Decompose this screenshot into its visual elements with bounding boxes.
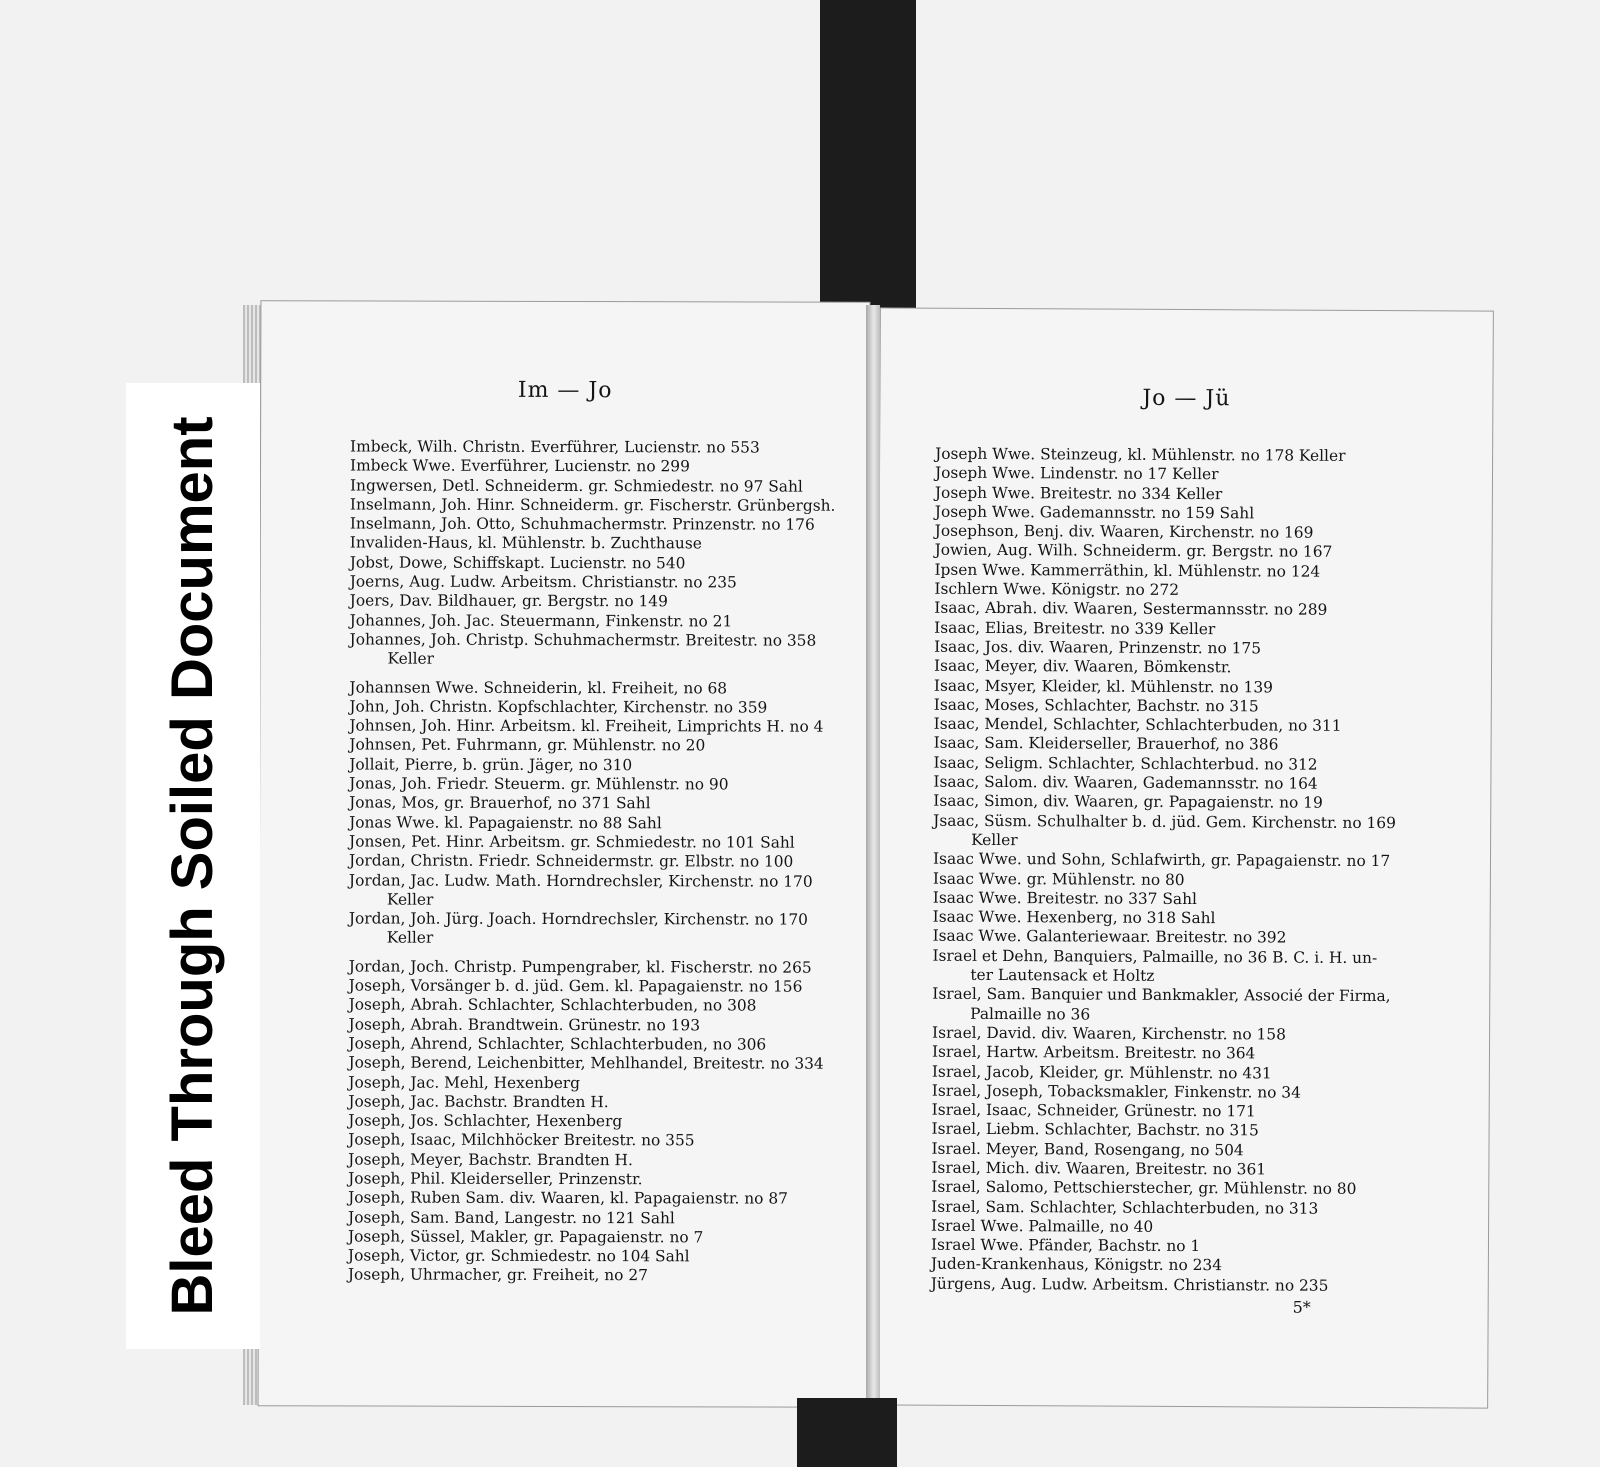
directory-entry: Jonas, Mos, gr. Brauerhof, no 371 Sahl [349,793,651,813]
directory-entry: Israel et Dehn, Banquiers, Palmaille, no 36 B. C. i. H. un- [932,946,1378,967]
document-label: Bleed Through Soiled Document [160,416,225,1316]
directory-entry: Jordan, Christn. Friedr. Schneidermstr. gr. Elbstr. no 100 [348,851,794,871]
directory-entry: Johnsen, Pet. Fuhrmann, gr. Mühlenstr. no 20 [349,735,706,755]
directory-entry: Israel, Jacob, Kleider, gr. Mühlenstr. no 431 [931,1062,1272,1082]
directory-entry: Joseph Wwe. Gademannsstr. no 159 Sahl [934,502,1255,523]
directory-entry: Isaac, Simon, div. Waaren, gr. Papagaienstr. no 19 [933,792,1323,813]
directory-entry: Isaac, Mendel, Schlachter, Schlachterbuden, no 311 [933,714,1342,735]
directory-entry-continuation: Keller [971,830,1018,850]
directory-entry: Isaac, Msyer, Kleider, kl. Mühlenstr. no 139 [933,676,1273,697]
binding-strap-top [820,0,916,330]
directory-entry: Isaac Wwe. und Sohn, Schlafwirth, gr. Papagaienstr. no 17 [932,849,1391,871]
directory-entry: Jonas Wwe. kl. Papagaienstr. no 88 Sahl [349,813,662,832]
directory-entry: Joseph, Sam. Band, Langestr. no 121 Sahl [348,1208,675,1227]
directory-entry: Isaac Wwe. Hexenberg, no 318 Sahl [932,907,1216,928]
directory-entry: Joseph, Uhrmacher, gr. Freiheit, no 27 [347,1265,648,1285]
directory-entry: Joseph, Ahrend, Schlachter, Schlachterbuden, no 306 [348,1034,767,1054]
directory-entry: Imbeck, Wilh. Christn. Everführer, Lucienstr. no 553 [350,437,760,457]
directory-entry: Inselmann, Joh. Hinr. Schneiderm. gr. Fischerstr. Grünbergsh. [349,495,836,515]
directory-entry-continuation: Palmaille no 36 [970,1004,1091,1024]
left-page [259,301,870,1407]
directory-entry: Juden-Krankenhaus, Königstr. no 234 [930,1255,1223,1275]
right-page [875,308,1493,1407]
directory-entry: Jonas, Joh. Friedr. Steuerm. gr. Mühlenstr. no 90 [349,774,729,794]
directory-entry: Invaliden-Haus, kl. Mühlenstr. b. Zuchthause [349,533,702,553]
directory-entry: Joseph, Vorsänger b. d. jüd. Gem. kl. Papagaienstr. no 156 [348,976,803,996]
directory-entry: Isaac, Seligm. Schlachter, Schlachterbud. no 312 [933,753,1318,774]
directory-entry: Isaac Wwe. gr. Mühlenstr. no 80 [932,869,1185,889]
directory-entry: Joseph, Jac. Bachstr. Brandten H. [348,1092,609,1111]
directory-entry: Joseph Wwe. Steinzeug, kl. Mühlenstr. no 178 Keller [935,444,1346,465]
directory-entry: Johannes, Joh. Jac. Steuermann, Finkenstr. no 21 [349,611,733,631]
directory-entry-continuation: Keller [386,890,434,909]
directory-entry: Joseph, Abrah. Brandtwein. Grünestr. no 193 [348,1015,701,1034]
directory-entry: Jowien, Aug. Wilh. Schneiderm. gr. Bergstr. no 167 [934,541,1333,562]
directory-entry-continuation: Keller [386,928,434,948]
directory-entry: Israel, Sam. Banquier und Bankmakler, Associé der Firma, [932,984,1391,1006]
directory-entry: Johannes, Joh. Christp. Schuhmachermstr. Breitestr. no 358 [349,630,817,650]
directory-entry: Israel, Hartw. Arbeitsm. Breitestr. no 364 [931,1042,1256,1063]
right-page-header: Jo — Jü [1142,385,1231,412]
directory-entry: Joers, Dav. Bildhauer, gr. Bergstr. no 149 [349,591,668,611]
directory-entry: Israel, David. div. Waaren, Kirchenstr. no 158 [932,1023,1286,1044]
directory-entry: Isaac, Moses, Schlachter, Bachstr. no 315 [933,695,1259,716]
directory-entry: Jobst, Dowe, Schiffskapt. Lucienstr. no 540 [349,553,686,573]
directory-entry: Joseph Wwe. Breitestr. no 334 Keller [934,483,1223,503]
signature-mark: 5* [1292,1297,1311,1317]
directory-entry: Josephson, Benj. div. Waaren, Kirchenstr. no 169 [934,521,1314,542]
directory-entry-continuation: Keller [387,649,435,668]
directory-entry: Jordan, Joch. Christp. Pumpengraber, kl. Fischerstr. no 265 [348,957,812,977]
directory-entry: Jsaac, Süsm. Schulhalter b. d. jüd. Gem. Kirchenstr. no 169 [933,811,1396,832]
directory-entry: Johnsen, Joh. Hinr. Arbeitsm. kl. Freiheit, Limprichts H. no 4 [349,716,824,736]
book-gutter [866,305,880,1405]
directory-entry: Joseph, Abrah. Schlachter, Schlachterbuden, no 308 [348,995,757,1015]
directory-entry: Israel, Liebm. Schlachter, Bachstr. no 315 [931,1120,1259,1140]
directory-entry: Isaac Wwe. Galanteriewaar. Breitestr. no 392 [932,927,1287,947]
directory-entry: Israel, Joseph, Tobacksmakler, Finkenstr. no 34 [931,1081,1301,1102]
directory-entry-continuation: ter Lautensack et Holtz [970,965,1155,985]
directory-entry: Jürgens, Aug. Ludw. Arbeitsm. Christianstr. no 235 [930,1274,1329,1295]
directory-entry: Isaac, Meyer, div. Waaren, Bömkenstr. [933,656,1232,677]
directory-entry: Joseph, Ruben Sam. div. Waaren, kl. Papagaienstr. no 87 [348,1188,788,1208]
directory-entry: Joseph, Victor, gr. Schmiedestr. no 104 Sahl [347,1246,690,1266]
directory-entry: Isaac Wwe. Breitestr. no 337 Sahl [932,888,1197,908]
directory-entry: Isaac, Jos. div. Waaren, Prinzenstr. no 175 [934,637,1262,658]
directory-entry: Joseph Wwe. Lindenstr. no 17 Keller [934,463,1219,484]
directory-entry: Joseph, Jac. Mehl, Hexenberg [348,1072,581,1092]
directory-entry: Johannsen Wwe. Schneiderin, kl. Freiheit, no 68 [349,678,728,697]
directory-entry: Jordan, Jac. Ludw. Math. Horndrechsler, Kirchenstr. no 170 [348,870,813,891]
directory-entry: Israel, Isaac, Schneider, Grünestr. no 171 [931,1100,1256,1121]
directory-entry: Joseph, Jos. Schlachter, Hexenberg [348,1111,623,1131]
directory-entry: Isaac, Abrah. div. Waaren, Sestermannsstr. no 289 [934,599,1328,620]
directory-entry: Joseph, Berend, Leichenbitter, Mehlhandel, Breitestr. no 334 [348,1053,824,1073]
directory-entry: Isaac, Sam. Kleiderseller, Brauerhof, no 386 [933,734,1279,754]
directory-entry: Israel Wwe. Pfänder, Bachstr. no 1 [930,1235,1201,1256]
directory-entry: Imbeck Wwe. Everführer, Lucienstr. no 299 [349,456,690,476]
directory-entry: Isaac, Salom. div. Waaren, Gademannsstr. no 164 [933,772,1318,793]
directory-entry: Israel, Mich. div. Waaren, Breitestr. no 361 [931,1158,1267,1179]
directory-entry: Israel. Meyer, Band, Rosengang, no 504 [931,1139,1244,1160]
directory-entry: Israel, Salomo, Pettschierstecher, gr. Mühlenstr. no 80 [931,1177,1357,1199]
directory-entry: Joerns, Aug. Ludw. Arbeitsm. Christianstr. no 235 [349,572,737,592]
right-page-entries [931,445,1475,1297]
directory-entry: Jonsen, Pet. Hinr. Arbeitsm. gr. Schmiedestr. no 101 Sahl [349,832,795,852]
binding-strap-bottom [797,1398,897,1467]
directory-entry: Israel, Sam. Schlachter, Schlachterbuden, no 313 [931,1197,1319,1218]
directory-entry: Ipsen Wwe. Kammerräthin, kl. Mühlenstr. no 124 [934,560,1321,581]
directory-entry: Israel Wwe. Palmaille, no 40 [931,1216,1154,1236]
directory-entry: John, Joh. Christn. Kopfschlachter, Kirchenstr. no 359 [349,697,768,717]
left-page-entries [348,437,850,1286]
directory-entry: Joseph, Süssel, Makler, gr. Papagaienstr. no 7 [347,1227,704,1247]
directory-entry: Joseph, Phil. Kleiderseller, Prinzenstr. [348,1169,643,1189]
directory-entry: Joseph, Isaac, Milchhöcker Breitestr. no 355 [348,1130,695,1150]
directory-entry: Isaac, Elias, Breitestr. no 339 Keller [934,618,1216,638]
directory-entry: Jollait, Pierre, b. grün. Jäger, no 310 [349,755,633,774]
directory-entry: Jordan, Joh. Jürg. Joach. Horndrechsler, Kirchenstr. no 170 [348,909,809,929]
directory-entry: Inselmann, Joh. Otto, Schuhmachermstr. Prinzenstr. no 176 [349,514,815,534]
left-page-header: Im — Jo [517,377,613,404]
directory-entry: Joseph, Meyer, Bachstr. Brandten H. [348,1150,633,1169]
directory-entry: Ischlern Wwe. Königstr. no 272 [934,579,1180,600]
directory-entry: Ingwersen, Detl. Schneiderm. gr. Schmiedestr. no 97 Sahl [349,476,803,496]
